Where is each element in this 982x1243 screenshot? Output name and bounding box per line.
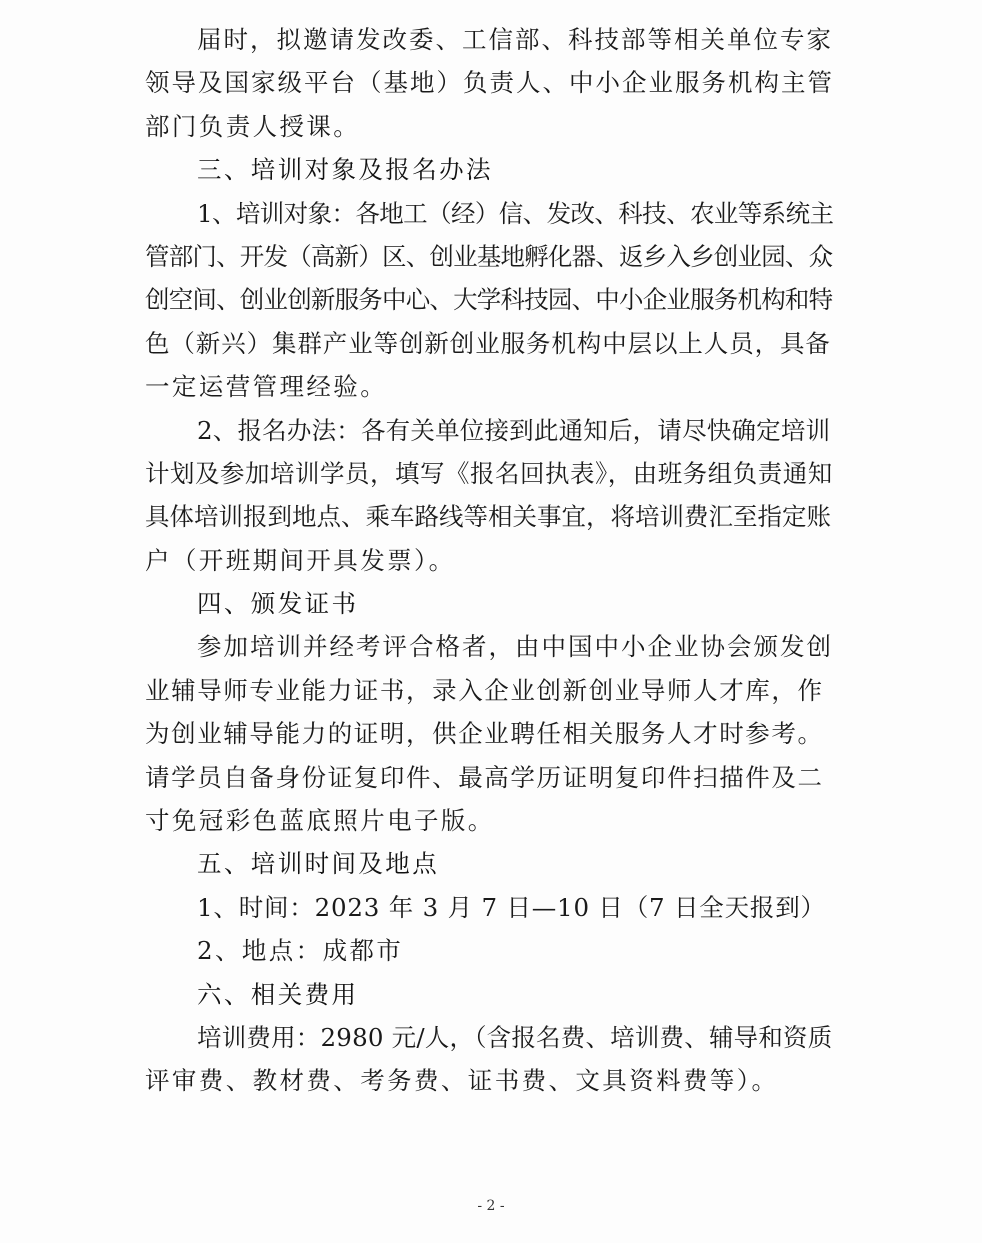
paragraph-line: 1、时间：2023 年 3 月 7 日—10 日（7 日全天报到）	[197, 892, 826, 922]
paragraph-line: 评审费、教材费、考务费、证书费、文具资料费等）。	[145, 1066, 779, 1096]
section-heading-3: 三、培训对象及报名办法	[197, 155, 493, 185]
section-heading-6: 六、相关费用	[197, 979, 359, 1009]
section-heading-4: 四、颁发证书	[197, 589, 359, 619]
paragraph-line: 管部门、开发（高新）区、创业基地孵化器、返乡入乡创业园、众	[145, 241, 833, 271]
paragraph-line: 具体培训报到地点、乘车路线等相关事宜，将培训费汇至指定账	[145, 502, 831, 532]
page-number: - 2 -	[477, 1198, 505, 1214]
paragraph-line: 户（开班期间开具发票）。	[145, 545, 456, 575]
section-heading-5: 五、培训时间及地点	[197, 849, 440, 879]
document-body	[145, 18, 835, 1103]
paragraph-line: 寸免冠彩色蓝底照片电子版。	[145, 806, 495, 836]
paragraph-line: 1、培训对象：各地工（经）信、发改、科技、农业等系统主	[197, 198, 834, 228]
paragraph-line: 参加培训并经考评合格者，由中国中小企业协会颁发创	[197, 632, 833, 662]
paragraph-line: 业辅导师专业能力证书，录入企业创新创业导师人才库，作	[145, 675, 824, 705]
paragraph-line: 创空间、创业创新服务中心、大学科技园、中小企业服务机构和特	[145, 285, 833, 315]
paragraph-line: 培训费用：2980 元/人，（含报名费、培训费、辅导和资质	[197, 1022, 833, 1052]
paragraph-line: 色（新兴）集群产业等创新创业服务机构中层以上人员，具备	[145, 328, 831, 358]
paragraph-line: 一定运营管理经验。	[145, 372, 388, 402]
paragraph-line: 届时，拟邀请发改委、工信部、科技部等相关单位专家	[197, 25, 833, 54]
paragraph-line: 请学员自备身份证复印件、最高学历证明复印件扫描件及二	[145, 762, 824, 792]
paragraph-line: 2、地点：成都市	[197, 936, 404, 966]
paragraph-line: 部门负责人授课。	[145, 111, 361, 141]
paragraph-line: 计划及参加培训学员，填写《报名回执表》，由班务组负责通知	[145, 458, 833, 488]
paragraph-line: 2、报名办法：各有关单位接到此通知后，请尽快确定培训	[197, 415, 831, 445]
paragraph-line: 领导及国家级平台（基地）负责人、中小企业服务机构主管	[145, 68, 834, 98]
paragraph-line: 为创业辅导能力的证明，供企业聘任相关服务人才时参考。	[145, 719, 824, 749]
